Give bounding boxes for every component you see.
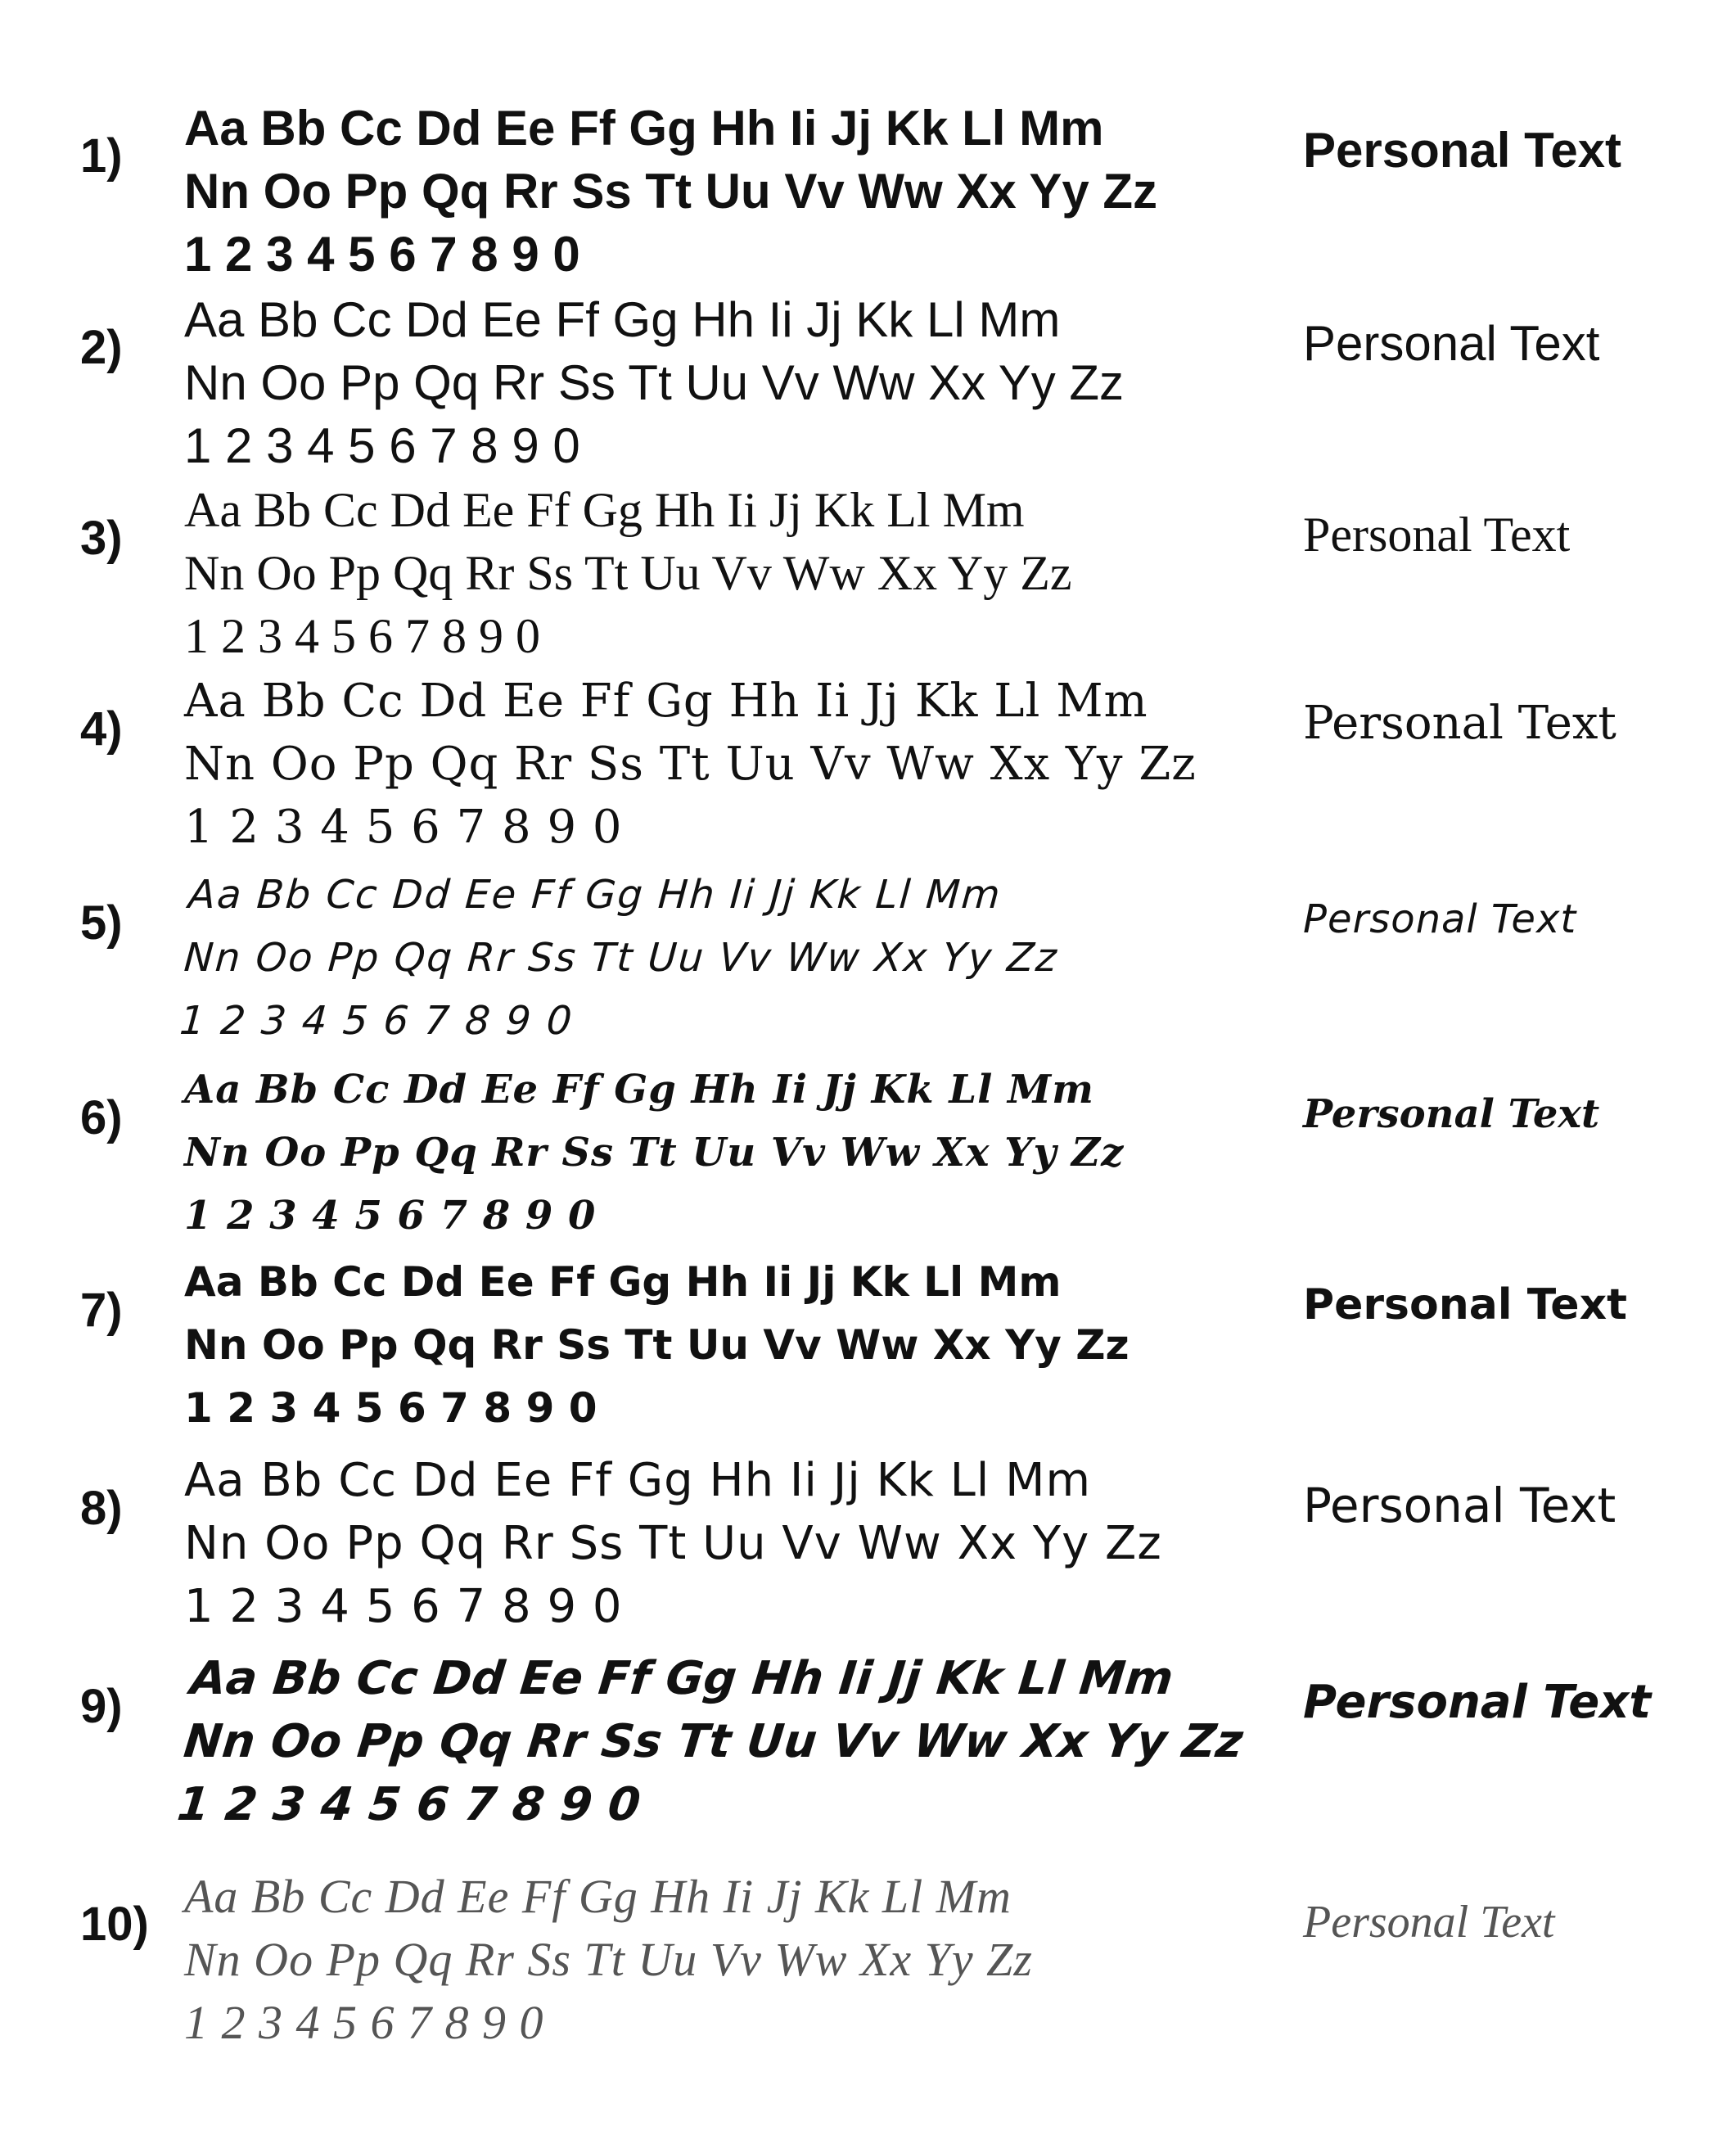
sample-number: 1)	[80, 129, 123, 183]
sample-number: 3)	[80, 512, 123, 565]
sample-number: 10)	[80, 1898, 149, 1951]
sample-alphabet	[184, 1058, 1281, 1248]
sample-digits-line: 1 2 3 4 5 6 7 8 9 0	[178, 998, 575, 1044]
sample-lowercase-line: Nn Oo Pp Qq Rr Ss Tt Uu Vv Ww Xx Yy Zz	[184, 546, 1072, 600]
sample-alphabet	[184, 288, 1281, 477]
sample-lowercase-line: Nn Oo Pp Qq Rr Ss Tt Uu Vv Ww Xx Yy Zz	[184, 1130, 1125, 1176]
sample-uppercase-line: Aa Bb Cc Dd Ee Ff Gg Hh Ii Jj Kk Ll Mm	[184, 1454, 1091, 1507]
sample-uppercase-line: Aa Bb Cc Dd Ee Ff Gg Hh Ii Jj Kk Ll Mm	[187, 1652, 1176, 1705]
sample-uppercase-line: Aa Bb Cc Dd Ee Ff Gg Hh Ii Jj Kk Ll Mm	[184, 1067, 1094, 1113]
sample-uppercase-line: Aa Bb Cc Dd Ee Ff Gg Hh Ii Jj Kk Ll Mm	[184, 292, 1061, 347]
sample-lowercase-line: Nn Oo Pp Qq Rr Ss Tt Uu Vv Ww Xx Yy Zz	[184, 738, 1197, 791]
sample-alphabet	[178, 864, 1287, 1053]
sample-uppercase-line: Aa Bb Cc Dd Ee Ff Gg Hh Ii Jj Kk Ll Mm	[184, 675, 1148, 728]
personal-text-preview: Personal Text	[1303, 508, 1571, 562]
sample-lowercase-line: Nn Oo Pp Qq Rr Ss Tt Uu Vv Ww Xx Yy Zz	[184, 164, 1158, 219]
personal-text-preview: Personal Text	[1303, 1280, 1627, 1329]
sample-alphabet	[174, 1647, 1291, 1836]
sample-digits-line: 1 2 3 4 5 6 7 8 9 0	[184, 1193, 597, 1239]
sample-digits-line: 1 2 3 4 5 6 7 8 9 0	[184, 1384, 597, 1432]
sample-number: 7)	[80, 1284, 123, 1337]
sample-uppercase-line: Aa Bb Cc Dd Ee Ff Gg Hh Ii Jj Kk Ll Mm	[184, 1258, 1062, 1306]
personal-text-preview: Personal Text	[1303, 896, 1577, 942]
sample-digits-line: 1 2 3 4 5 6 7 8 9 0	[184, 418, 580, 473]
personal-text-preview: Personal Text	[1303, 123, 1622, 178]
sample-number: 4)	[80, 702, 123, 756]
sample-uppercase-line: Aa Bb Cc Dd Ee Ff Gg Hh Ii Jj Kk Ll Mm	[184, 483, 1025, 537]
personal-text-preview: Personal Text	[1303, 697, 1617, 750]
sample-digits-line: 1 2 3 4 5 6 7 8 9 0	[184, 1580, 623, 1633]
sample-lowercase-line: Nn Oo Pp Qq Rr Ss Tt Uu Vv Ww Xx Yy Zz	[181, 1715, 1246, 1768]
personal-text-preview: Personal Text	[1303, 1897, 1555, 1948]
sample-digits-line: 1 2 3 4 5 6 7 8 9 0	[174, 1778, 643, 1831]
sample-alphabet	[184, 97, 1281, 286]
personal-text-preview: Personal Text	[1303, 316, 1600, 371]
personal-text-preview: Personal Text	[1303, 1478, 1617, 1533]
personal-text-preview: Personal Text	[1303, 1676, 1652, 1729]
sample-digits-line: 1 2 3 4 5 6 7 8 9 0	[184, 801, 623, 854]
sample-number: 2)	[80, 321, 123, 374]
personal-text-preview: Personal Text	[1303, 1091, 1600, 1137]
sample-alphabet	[184, 1251, 1281, 1440]
sample-number: 9)	[80, 1680, 123, 1733]
sample-alphabet	[184, 1865, 1281, 2054]
sample-lowercase-line: Nn Oo Pp Qq Rr Ss Tt Uu Vv Ww Xx Yy Zz	[184, 355, 1125, 410]
sample-alphabet	[184, 670, 1281, 859]
sample-uppercase-line: Aa Bb Cc Dd Ee Ff Gg Hh Ii Jj Kk Ll Mm	[184, 1870, 1012, 1923]
sample-uppercase-line: Aa Bb Cc Dd Ee Ff Gg Hh Ii Jj Kk Ll Mm	[187, 872, 1003, 918]
sample-digits-line: 1 2 3 4 5 6 7 8 9 0	[184, 609, 540, 663]
sample-alphabet	[184, 1449, 1281, 1638]
sample-number: 5)	[80, 896, 123, 950]
sample-digits-line: 1 2 3 4 5 6 7 8 9 0	[184, 227, 580, 282]
sample-uppercase-line: Aa Bb Cc Dd Ee Ff Gg Hh Ii Jj Kk Ll Mm	[184, 101, 1104, 156]
sample-lowercase-line: Nn Oo Pp Qq Rr Ss Tt Uu Vv Ww Xx Yy Zz	[184, 1933, 1033, 1986]
sample-lowercase-line: Nn Oo Pp Qq Rr Ss Tt Uu Vv Ww Xx Yy Zz	[184, 1321, 1130, 1369]
sample-number: 6)	[80, 1091, 123, 1144]
sample-lowercase-line: Nn Oo Pp Qq Rr Ss Tt Uu Vv Ww Xx Yy Zz	[183, 935, 1060, 981]
sample-lowercase-line: Nn Oo Pp Qq Rr Ss Tt Uu Vv Ww Xx Yy Zz	[184, 1517, 1162, 1570]
sample-number: 8)	[80, 1482, 123, 1535]
sample-digits-line: 1 2 3 4 5 6 7 8 9 0	[184, 1996, 544, 2049]
sample-alphabet	[184, 479, 1281, 668]
